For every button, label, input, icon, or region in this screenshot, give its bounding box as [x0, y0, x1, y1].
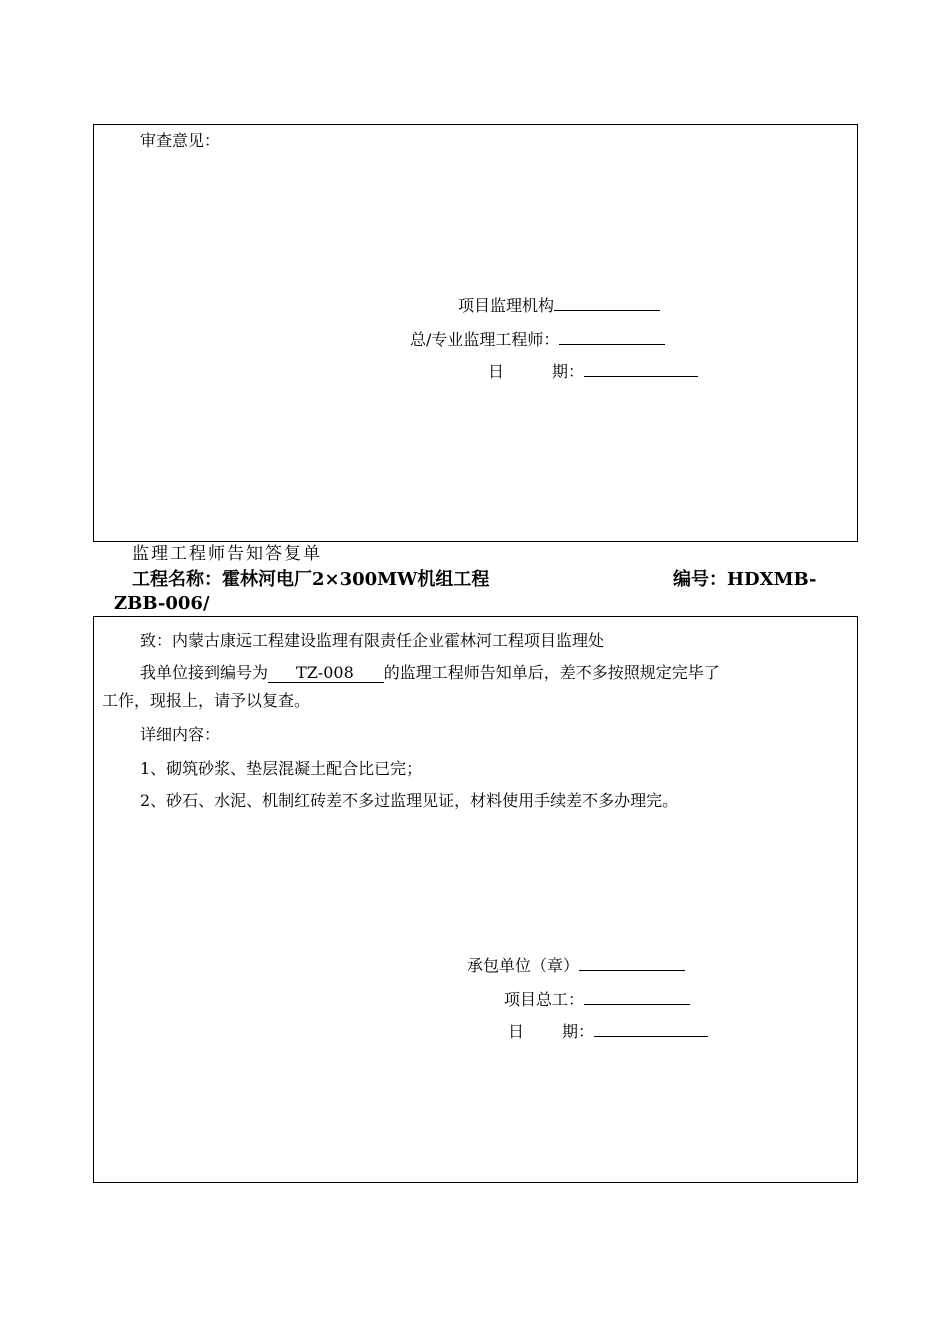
review-date-label-b: 期： — [552, 362, 585, 381]
notice-number-field: TZ-008 — [268, 664, 384, 683]
form-number-value-part1: HDXMB- — [727, 569, 817, 590]
contractor-label: 承包单位（章） — [467, 956, 580, 975]
body-pre-text: 我单位接到编号为 — [140, 663, 269, 682]
review-date-blank[interactable] — [584, 359, 698, 377]
review-opinion-label: 审查意见： — [140, 131, 221, 150]
supervision-org-field — [458, 293, 660, 316]
project-name-line — [132, 569, 489, 591]
detail-item-1: 1、砌筑砂浆、垫层混凝土配合比已完； — [140, 759, 423, 778]
body-line-2: 工作，现报上，请予以复查。 — [102, 691, 311, 710]
chief-engineer-label: 项目总工： — [504, 990, 585, 1009]
body-post-text: 的监理工程师告知单后，差不多按照规定完毕了 — [383, 663, 720, 682]
reply-form-title: 监理工程师告知答复单 — [132, 544, 322, 564]
contractor-blank[interactable] — [579, 953, 685, 971]
body-line-1 — [140, 663, 720, 683]
supervising-engineer-field — [410, 327, 665, 350]
details-label: 详细内容： — [140, 725, 221, 744]
reply-date-label-a: 日 — [508, 1022, 525, 1041]
chief-engineer-field — [504, 987, 690, 1010]
project-name-label: 工程名称： — [132, 569, 222, 590]
form-number-label: 编号： — [673, 569, 727, 590]
reply-date-field — [508, 1019, 708, 1042]
addressee-line: 致：内蒙古康远工程建设监理有限责任企业霍林河工程项目监理处 — [140, 631, 605, 650]
contractor-field — [467, 953, 685, 976]
chief-engineer-blank[interactable] — [584, 987, 690, 1005]
review-section-box — [93, 124, 858, 542]
reply-form-box — [93, 616, 858, 1183]
review-date-field — [488, 359, 698, 382]
supervision-org-label: 项目监理机构 — [458, 296, 555, 315]
reply-date-blank[interactable] — [594, 1019, 708, 1037]
supervision-org-blank[interactable] — [554, 293, 660, 311]
form-number-value-part2: ZBB-006/ — [114, 593, 210, 614]
review-date-label-a: 日 — [488, 362, 505, 381]
reply-date-label-b: 期： — [562, 1022, 595, 1041]
project-name-value: 霍林河电厂2×300MW机组工程 — [222, 569, 490, 590]
supervising-engineer-label: 总/专业监理工程师： — [410, 330, 560, 349]
supervising-engineer-blank[interactable] — [559, 327, 665, 345]
form-number-line — [673, 569, 817, 591]
detail-item-2: 2、砂石、水泥、机制红砖差不多过监理见证，材料使用手续差不多办理完。 — [140, 791, 679, 810]
